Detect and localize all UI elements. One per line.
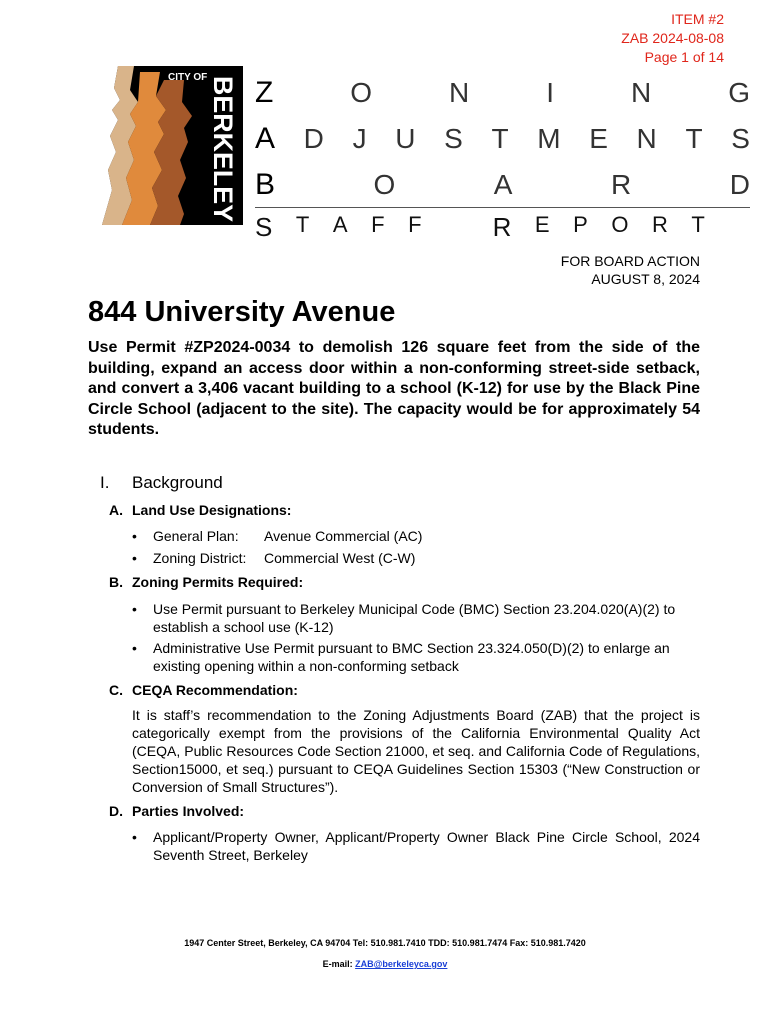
title-letter: S xyxy=(731,123,750,154)
list-item xyxy=(132,828,700,864)
logo-graphic xyxy=(88,66,243,225)
city-of-berkeley-logo xyxy=(88,66,243,225)
title-letter: A xyxy=(493,169,513,200)
zab-id: ZAB 2024-08-08 xyxy=(621,30,724,46)
subsection-title: Land Use Designations: xyxy=(132,502,292,518)
list-item xyxy=(132,527,700,545)
list-item xyxy=(132,549,700,567)
list-item-value: Commercial West (C-W) xyxy=(264,550,416,566)
title-letter: F xyxy=(371,212,385,237)
bullet-icon: • xyxy=(132,528,137,544)
title-letter: D xyxy=(729,169,750,200)
title-letter: Z xyxy=(255,76,274,109)
subsection-letter: A. xyxy=(109,502,123,518)
project-address: 844 University Avenue xyxy=(88,296,396,328)
subsection-parties xyxy=(109,803,244,819)
title-letter: O xyxy=(611,212,629,237)
staff-report-title xyxy=(255,212,705,243)
title-letter: R xyxy=(610,169,632,200)
bullet-icon: • xyxy=(132,640,137,656)
subsection-title: Zoning Permits Required: xyxy=(132,574,304,590)
bullet-icon: • xyxy=(132,550,137,566)
board-action-block xyxy=(561,252,700,288)
title-letter: R xyxy=(492,212,512,242)
board-action-label: FOR BOARD ACTION xyxy=(560,253,700,269)
title-letter: O xyxy=(350,77,373,108)
section-number: I. xyxy=(100,473,110,492)
footer-email xyxy=(0,959,770,969)
title-letter: S xyxy=(255,212,273,242)
title-letter: N xyxy=(636,123,657,154)
list-item-text: Applicant/Property Owner, Applicant/Property Owner Black Pine Circle School, 2024 Seventh Street, Berkeley xyxy=(153,829,700,863)
title-letter: R xyxy=(651,212,668,237)
title-letter: N xyxy=(631,77,652,108)
title-letter: I xyxy=(546,77,555,108)
meeting-date: AUGUST 8, 2024 xyxy=(591,271,700,287)
subsection-zoning-permits xyxy=(109,574,303,590)
list-item xyxy=(132,639,700,675)
bullet-icon: • xyxy=(132,601,137,617)
zab-title-row-zoning xyxy=(255,70,750,116)
email-link[interactable]: ZAB@berkeleyca.gov xyxy=(355,959,448,969)
zab-title-row-adjustments xyxy=(255,116,750,162)
footer-address: 1947 Center Street, Berkeley, CA 94704 Tel: 510.981.7410 TDD: 510.981.7474 Fax: 510.981.7420 xyxy=(184,938,586,948)
zab-title-rule xyxy=(255,207,750,208)
subsection-letter: B. xyxy=(109,574,123,590)
logo-berkeley-text: BERKELEY xyxy=(208,76,238,224)
section-title: Background xyxy=(132,473,223,492)
list-item-label: Zoning District: xyxy=(153,550,247,566)
title-letter: U xyxy=(395,123,416,154)
title-letter: M xyxy=(537,123,561,154)
title-letter: O xyxy=(373,169,396,200)
ceqa-paragraph: It is staff’s recommendation to the Zoning Adjustments Board (ZAB) that the project is categorically exempt from the provisions of the California Environmental Quality Act (CEQA, Public Resources Code Section 21000, et seq. and California Code of Regulations, Section15000, et seq.) pursuant to CEQA Guidelines Section 15303 (“New Construction or Conversion of Small Structures”). xyxy=(132,707,700,795)
title-letter: A xyxy=(332,212,348,237)
word-gap xyxy=(445,212,469,243)
list-item-label: General Plan: xyxy=(153,528,239,544)
subsection-title: CEQA Recommendation: xyxy=(132,682,298,698)
title-letter: A xyxy=(255,122,276,155)
title-letter: T xyxy=(691,212,705,237)
title-letter: T xyxy=(685,123,703,154)
title-letter: G xyxy=(728,77,750,108)
title-letter: E xyxy=(534,212,550,237)
section-heading-background xyxy=(100,473,223,493)
title-letter: T xyxy=(491,123,509,154)
item-number: ITEM #2 xyxy=(671,11,724,27)
title-letter: D xyxy=(303,123,324,154)
subsection-land-use xyxy=(109,502,291,518)
subsection-title: Parties Involved: xyxy=(132,803,245,819)
title-letter: S xyxy=(444,123,463,154)
list-item-value: Avenue Commercial (AC) xyxy=(264,528,423,544)
subsection-letter: C. xyxy=(109,682,123,698)
list-item-text: Use Permit pursuant to Berkeley Municipal Code (BMC) Section 23.204.020(A)(2) to establish a school use (K-12) xyxy=(153,601,676,635)
page-number: Page 1 of 14 xyxy=(644,49,724,65)
title-letter: P xyxy=(573,212,588,237)
title-letter: F xyxy=(408,212,422,237)
zab-title-row-board xyxy=(255,162,750,208)
bullet-icon: • xyxy=(132,829,137,845)
item-header xyxy=(621,10,724,67)
title-letter: N xyxy=(449,77,470,108)
title-letter: T xyxy=(295,212,310,237)
subsection-ceqa xyxy=(109,682,298,698)
title-letter: E xyxy=(589,123,608,154)
list-item xyxy=(132,600,700,636)
project-summary: Use Permit #ZP2024-0034 to demolish 126 square feet from the side of the building, expand an access door within a non-conforming street-side setback, and convert a 3,406 vacant building to a school (K-12) for use by the Black Pine Circle School (adjacent to the site). The capacity would be for approximately 54 students. xyxy=(88,339,700,438)
email-label: E-mail: xyxy=(322,959,353,969)
zab-title-block xyxy=(255,70,750,242)
logo-city-of-text: CITY OF xyxy=(168,72,208,83)
list-item-text: Administrative Use Permit pursuant to BMC Section 23.324.050(D)(2) to enlarge an existing opening within a non-conforming setback xyxy=(153,640,670,674)
title-letter: J xyxy=(352,123,367,154)
subsection-letter: D. xyxy=(109,803,123,819)
title-letter: B xyxy=(255,168,276,201)
